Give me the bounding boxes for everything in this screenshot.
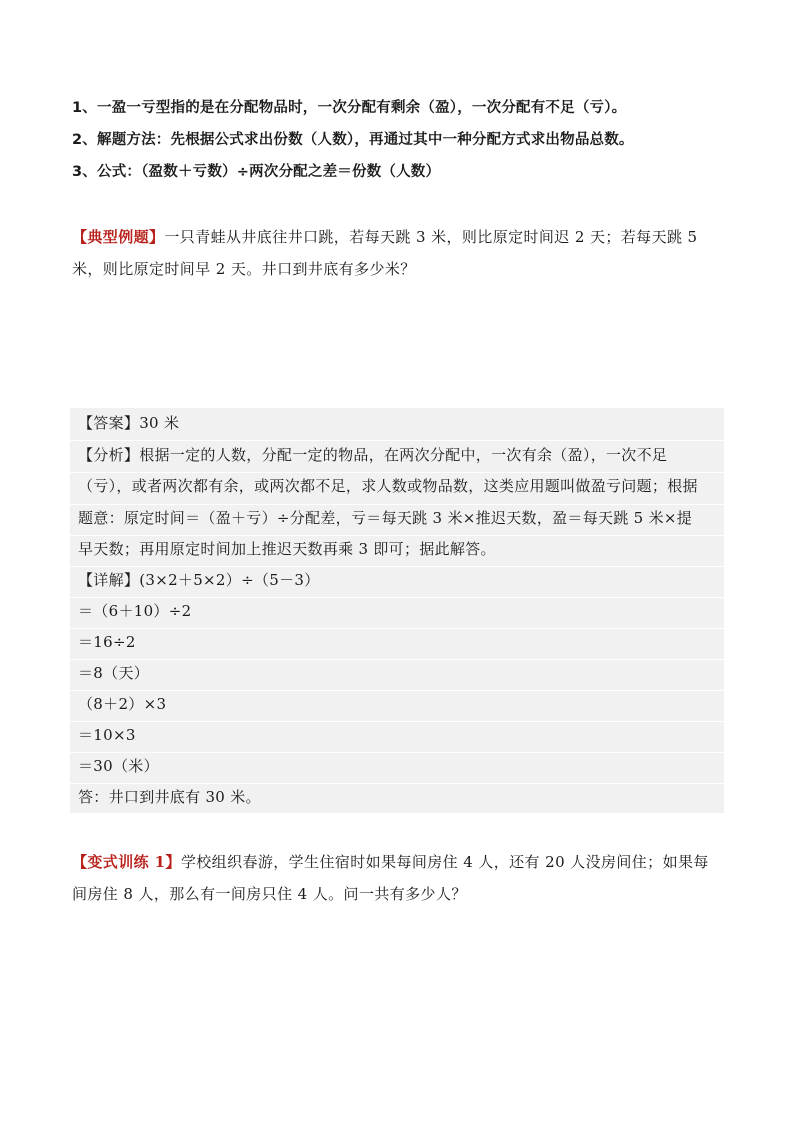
detail-line: ＝10×3 bbox=[78, 726, 136, 744]
example-tag: 【典型例题】 bbox=[72, 228, 165, 246]
analysis-line: （亏），或者两次都有余，或两次都不足，求人数或物品数，这类应用题叫做盈亏问题；根据 bbox=[78, 477, 698, 495]
analysis-line: 【分析】根据一定的人数，分配一定的物品，在两次分配中，一次有余（盈），一次不足 bbox=[78, 446, 668, 464]
detail-line: ＝（6＋10）÷2 bbox=[78, 602, 192, 620]
variant-problem bbox=[72, 846, 724, 910]
variant-text-1: 学校组织春游，学生住宿时如果每间房住 4 人，还有 20 人没房间住；如果每 bbox=[180, 853, 709, 871]
analysis-line: 早天数；再用原定时间加上推迟天数再乘 3 即可；据此解答。 bbox=[78, 540, 496, 558]
rule-2: 2、解题方法：先根据公式求出份数（人数），再通过其中一种分配方式求出物品总数。 bbox=[72, 132, 634, 148]
rule-3: 3、公式：（盈数＋亏数）÷两次分配之差＝份数（人数） bbox=[72, 164, 441, 180]
variant-line-2: 间房住 8 人，那么有一间房只住 4 人。问一共有多少人？ bbox=[72, 885, 467, 903]
variant-line-1 bbox=[72, 846, 724, 878]
answer-line: 【答案】30 米 bbox=[78, 414, 180, 432]
variant-tag: 【变式训练 1】 bbox=[72, 853, 181, 871]
detail-line: ＝30（米） bbox=[78, 757, 159, 775]
detail-line: ＝8（天） bbox=[78, 664, 150, 682]
final-answer-line: 答：井口到井底有 30 米。 bbox=[78, 788, 261, 806]
rule-1: 1、一盈一亏型指的是在分配物品时，一次分配有剩余（盈），一次分配有不足（亏）。 bbox=[72, 100, 627, 116]
detail-line: ＝16÷2 bbox=[78, 633, 136, 651]
example-problem bbox=[72, 221, 724, 285]
detail-line: 【详解】(3×2＋5×2）÷（5－3） bbox=[78, 571, 320, 589]
rules-list bbox=[72, 92, 732, 188]
answer-box bbox=[70, 408, 724, 813]
analysis-line: 题意：原定时间＝（盈＋亏）÷分配差，亏＝每天跳 3 米×推迟天数，盈＝每天跳 5 米×提 bbox=[78, 509, 693, 527]
example-text-1: 一只青蛙从井底往井口跳，若每天跳 3 米，则比原定时间迟 2 天；若每天跳 5 bbox=[164, 228, 698, 246]
example-line-2: 米，则比原定时间早 2 天。井口到井底有多少米？ bbox=[72, 260, 416, 278]
detail-line: （8＋2）×3 bbox=[78, 695, 167, 713]
example-line-1 bbox=[72, 221, 724, 253]
